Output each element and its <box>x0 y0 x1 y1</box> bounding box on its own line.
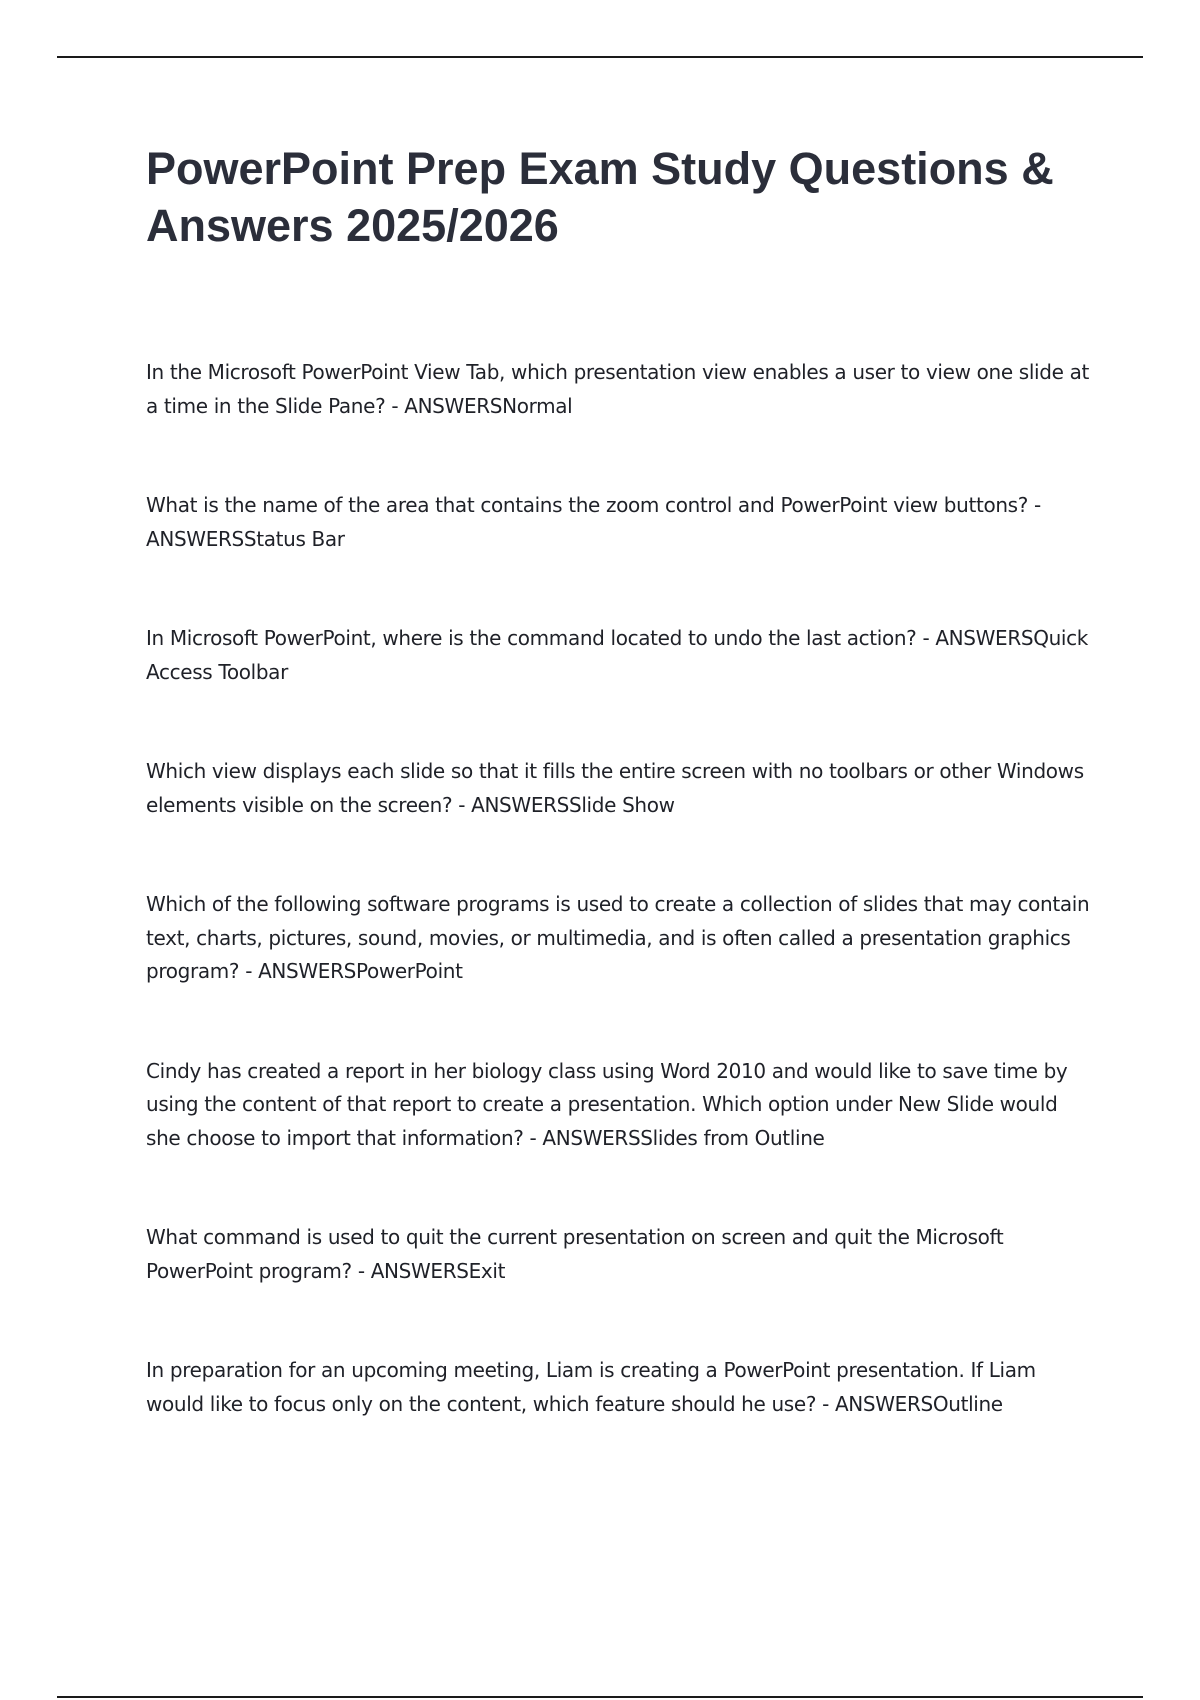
qa-item: What command is used to quit the current presentation on screen and quit the Microsoft PowerPoint program? - ANSWERSExit <box>146 1225 1004 1283</box>
document-title: PowerPoint Prep Exam Study Questions & Answers 2025/2026 <box>146 143 1054 251</box>
qa-item: In Microsoft PowerPoint, where is the command located to undo the last action? - ANSWERSQuick Access Toolbar <box>146 626 1089 684</box>
qa-list <box>146 356 1096 1421</box>
qa-item: What is the name of the area that contains the zoom control and PowerPoint view buttons? - ANSWERSStatus Bar <box>146 493 1041 551</box>
qa-item: Which view displays each slide so that it fills the entire screen with no toolbars or other Windows elements visible on the screen? - ANSWERSSlide Show <box>146 759 1084 817</box>
qa-item: In the Microsoft PowerPoint View Tab, which presentation view enables a user to view one slide at a time in the Slide Pane? - ANSWERSNormal <box>146 360 1089 418</box>
footer-rule <box>57 1696 1143 1698</box>
header-rule <box>57 56 1143 58</box>
qa-item: Cindy has created a report in her biology class using Word 2010 and would like to save time by using the content of that report to create a presentation. Which option under New Slide would she choose to import that information? - ANSWERSSlides from Outline <box>146 1058 1068 1150</box>
qa-item: Which of the following software programs is used to create a collection of slides that may contain text, charts, pictures, sound, movies, or multimedia, and is often called a presentation graphics program? - ANSWERSPowerPoint <box>146 892 1090 983</box>
qa-item: In preparation for an upcoming meeting, Liam is creating a PowerPoint presentation. If Liam would like to focus only on the content, which feature should he use? - ANSWERSOutline <box>146 1358 1036 1416</box>
